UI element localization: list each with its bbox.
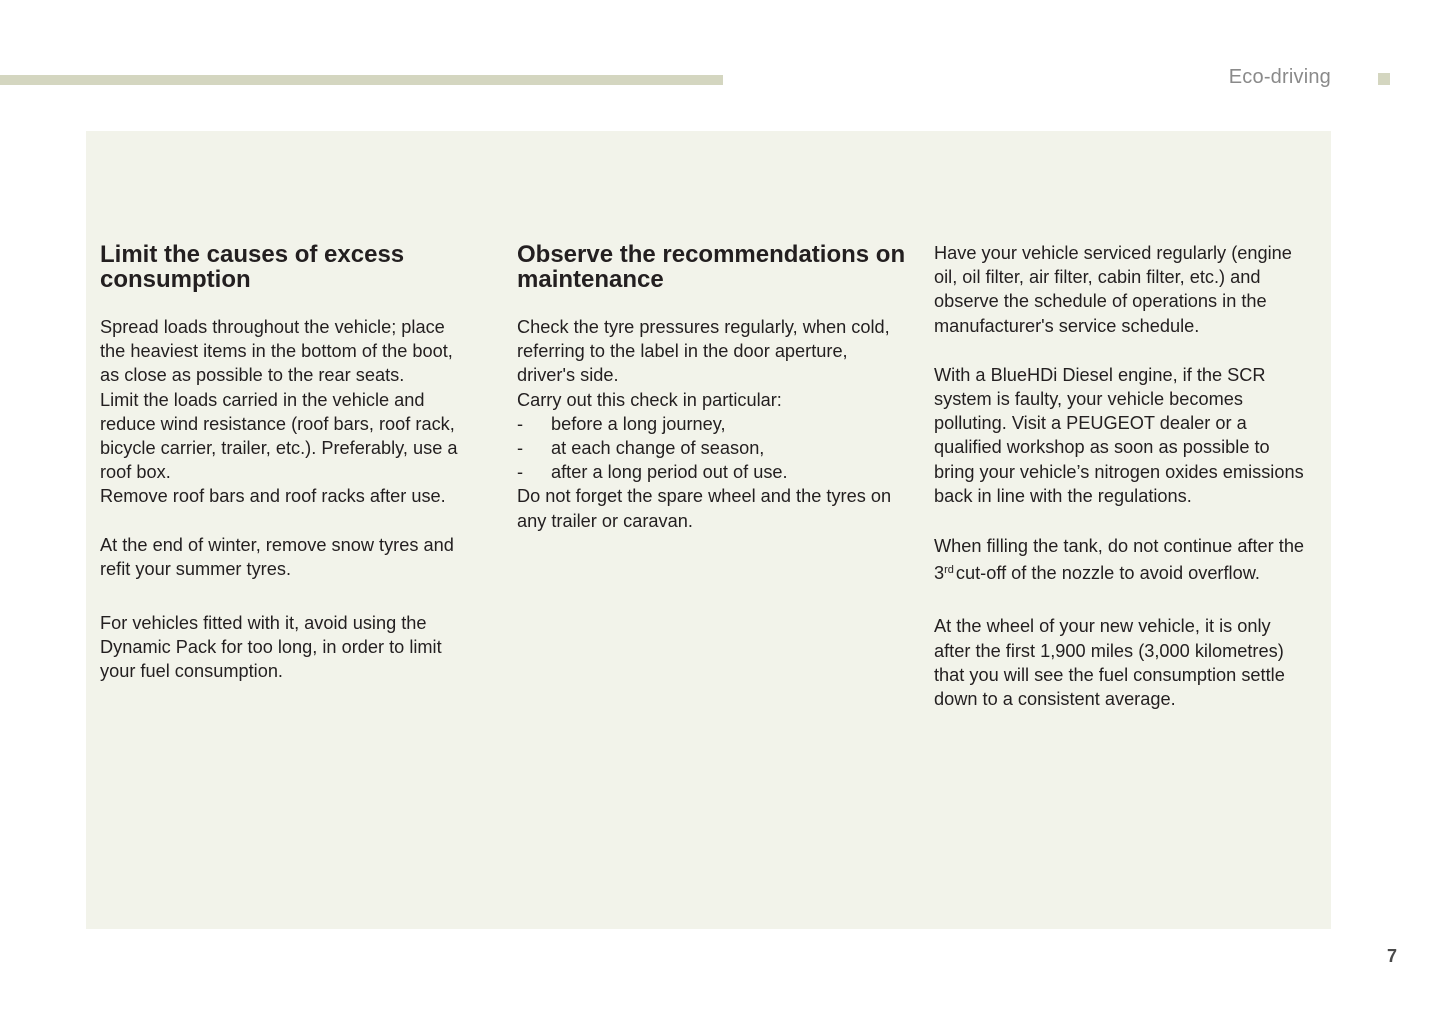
text-line: back in line with the regulations. <box>934 485 1192 506</box>
text-line: bicycle carrier, trailer, etc.). Preferably, use a <box>100 438 458 459</box>
text-line: Dynamic Pack for too long, in order to limit <box>100 637 442 658</box>
text-line: driver's side. <box>517 365 619 386</box>
ordinal-suffix: rd <box>944 564 954 577</box>
section-title: Eco-driving <box>1228 66 1331 88</box>
paragraph-new-vehicle <box>934 614 1324 711</box>
heading-maintenance: Observe the recommendations on maintenance <box>517 241 906 293</box>
column-servicing <box>934 241 1324 711</box>
text-line: polluting. Visit a PEUGEOT dealer or a <box>934 413 1247 434</box>
text-line-ordinal <box>934 558 1324 585</box>
list-item-text: before a long journey, <box>551 413 726 434</box>
list-item <box>517 436 909 460</box>
text-line: At the end of winter, remove snow tyres and <box>100 534 454 555</box>
text-line: refit your summer tyres. <box>100 558 292 579</box>
list-dash: - <box>517 438 524 459</box>
paragraph-winter-tyres <box>100 533 472 581</box>
text-line: Spread loads throughout the vehicle; place <box>100 317 445 337</box>
text-line: system is faulty, your vehicle becomes <box>934 389 1243 410</box>
paragraph-scr-system <box>934 363 1324 508</box>
list-item-text: at each change of season, <box>551 438 765 459</box>
header-accent-bar <box>0 75 723 85</box>
paragraph-tank-filling <box>934 534 1324 585</box>
text-line: manufacturer's service schedule. <box>934 315 1200 336</box>
column-excess-consumption <box>100 241 472 684</box>
text-fragment: cut-off of the nozzle to avoid overflow. <box>955 563 1260 584</box>
list-item <box>517 460 909 484</box>
text-line: qualified workshop as soon as possible to <box>934 437 1270 458</box>
text-line: oil, oil filter, air filter, cabin filter, etc.) and <box>934 267 1261 288</box>
text-line: For vehicles fitted with it, avoid using the <box>100 613 427 634</box>
list-dash: - <box>517 462 524 483</box>
text-line: after the first 1,900 miles (3,000 kilometres) <box>934 640 1284 661</box>
list-item <box>517 412 909 436</box>
text-line: Have your vehicle serviced regularly (engine <box>934 243 1292 263</box>
text-line: Limit the loads carried in the vehicle and <box>100 389 425 410</box>
text-line: that you will see the fuel consumption settle <box>934 664 1285 685</box>
paragraph-loads <box>100 315 472 509</box>
list-dash: - <box>517 413 524 434</box>
text-line: observe the schedule of operations in the <box>934 291 1267 312</box>
text-line: referring to the label in the door aperture, <box>517 341 848 362</box>
ordinal-number: 3 <box>934 563 945 584</box>
column-maintenance <box>517 241 909 533</box>
text-line: as close as possible to the rear seats. <box>100 365 405 386</box>
text-line: Carry out this check in particular: <box>517 389 782 410</box>
paragraph-tyre-pressure <box>517 315 909 533</box>
paragraph-servicing <box>934 241 1324 338</box>
text-line: any trailer or caravan. <box>517 510 693 531</box>
text-line: bring your vehicle’s nitrogen oxides emissions <box>934 461 1304 482</box>
text-line: down to a consistent average. <box>934 689 1176 710</box>
text-line: Check the tyre pressures regularly, when cold, <box>517 317 890 337</box>
text-line: reduce wind resistance (roof bars, roof rack, <box>100 413 455 434</box>
text-line: Remove roof bars and roof racks after use. <box>100 486 446 507</box>
text-line: your fuel consumption. <box>100 661 283 682</box>
list-item-text: after a long period out of use. <box>551 462 788 483</box>
paragraph-dynamic-pack <box>100 611 472 684</box>
text-line: At the wheel of your new vehicle, it is only <box>934 616 1271 637</box>
text-line: Do not forget the spare wheel and the tyres on <box>517 486 892 507</box>
heading-excess-consumption: Limit the causes of excess consumption <box>100 241 405 293</box>
section-marker-square <box>1378 73 1390 85</box>
text-line: roof box. <box>100 462 171 483</box>
text-line: the heaviest items in the bottom of the boot, <box>100 341 453 362</box>
text-line: With a BlueHDi Diesel engine, if the SCR <box>934 364 1266 385</box>
page-number: 7 <box>1387 946 1398 966</box>
text-line: When filling the tank, do not continue after the <box>934 536 1305 557</box>
